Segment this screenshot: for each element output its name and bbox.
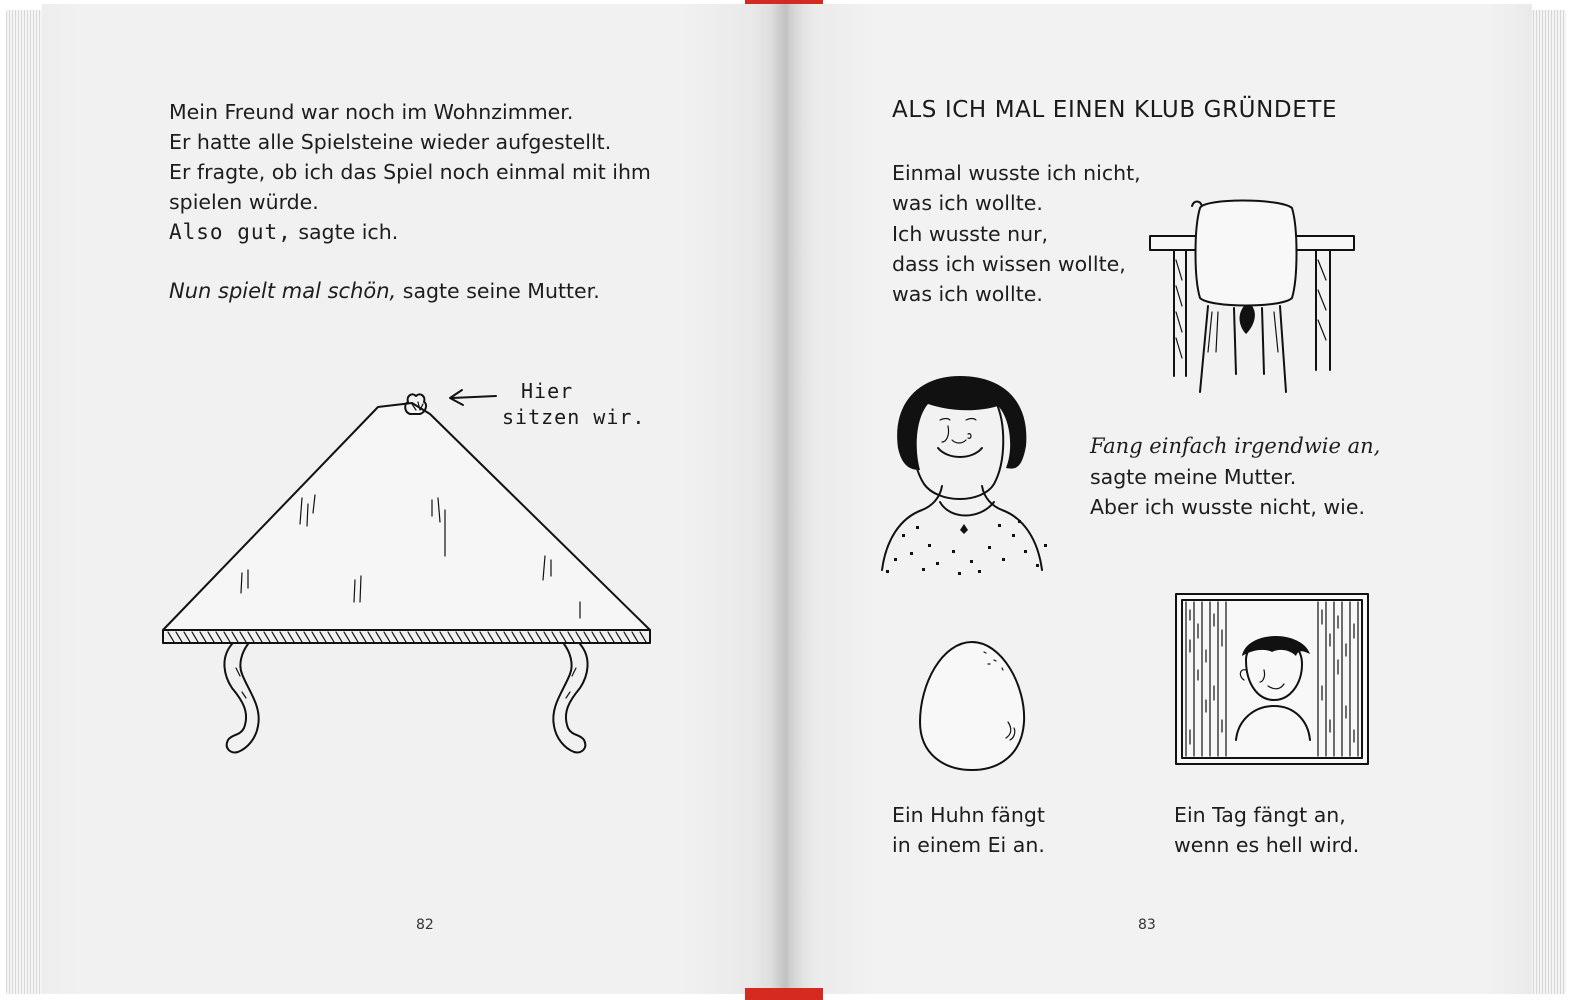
- reply-tail: sagte ich.: [291, 220, 399, 244]
- mother-quote-script: Fang einfach irgendwie an,: [1090, 434, 1381, 458]
- right-page-edges: [1528, 10, 1566, 994]
- mother-line-1: sagte meine Mutter.: [1090, 465, 1297, 489]
- mother-face: [913, 402, 1003, 499]
- desk-chair-illustration: [1144, 196, 1364, 396]
- table-edge-hatching: [168, 632, 646, 642]
- intro-line-5: was ich wollte.: [892, 282, 1043, 306]
- left-text-line-4: spielen würde.: [169, 190, 319, 214]
- left-reply-line: [169, 217, 398, 247]
- annotation-arrow: [450, 390, 496, 405]
- mother-portrait: [872, 374, 1072, 579]
- left-text-line-3: Er fragte, ob ich das Spiel noch einmal mit ihm: [169, 160, 651, 184]
- page-number-right: 83: [1138, 917, 1156, 933]
- table-label-line-1: Hier: [521, 379, 574, 403]
- mother-quote-left: Nun spielt mal schön,: [169, 279, 397, 303]
- left-leg: [224, 644, 258, 752]
- day-caption-line-2: wenn es hell wird.: [1174, 833, 1360, 857]
- bookmark-ribbon-bottom: [745, 988, 823, 1000]
- mother-quote-right: [1090, 431, 1380, 461]
- mother-tail-left: sagte seine Mutter.: [396, 279, 600, 303]
- chapter-heading: ALS ICH MAL EINEN KLUB GRÜNDETE: [892, 97, 1338, 123]
- table-top: [163, 403, 650, 643]
- left-text-line-1: Mein Freund war noch im Wohnzimmer.: [169, 100, 574, 124]
- intro-line-2: was ich wollte.: [892, 191, 1043, 215]
- day-caption-line-1: Ein Tag fängt an,: [1174, 803, 1346, 827]
- reply-quote: Also gut,: [169, 220, 292, 244]
- left-text-line-2: Er hatte alle Spielsteine wieder aufgestellt.: [169, 130, 612, 154]
- intro-line-1: Einmal wusste ich nicht,: [892, 161, 1141, 185]
- egg-illustration: [914, 638, 1034, 778]
- chair: [1192, 201, 1297, 393]
- intro-line-3: Ich wusste nur,: [892, 222, 1049, 246]
- egg-caption-line-1: Ein Huhn fängt: [892, 803, 1045, 827]
- mother-line-2: Aber ich wusste nicht, wie.: [1090, 495, 1365, 519]
- right-leg: [553, 644, 587, 752]
- mother-hair: [897, 376, 1026, 470]
- spine-shadow: [770, 4, 804, 994]
- table-label-line-2: sitzen wir.: [502, 405, 646, 429]
- table-illustration: [150, 370, 710, 770]
- intro-line-4: dass ich wissen wollte,: [892, 252, 1126, 276]
- left-page-edges: [6, 10, 46, 994]
- page-number-left: 82: [416, 917, 434, 933]
- left-mother-line: [169, 276, 600, 306]
- window-boy-illustration: [1172, 590, 1372, 768]
- egg-caption-line-2: in einem Ei an.: [892, 833, 1045, 857]
